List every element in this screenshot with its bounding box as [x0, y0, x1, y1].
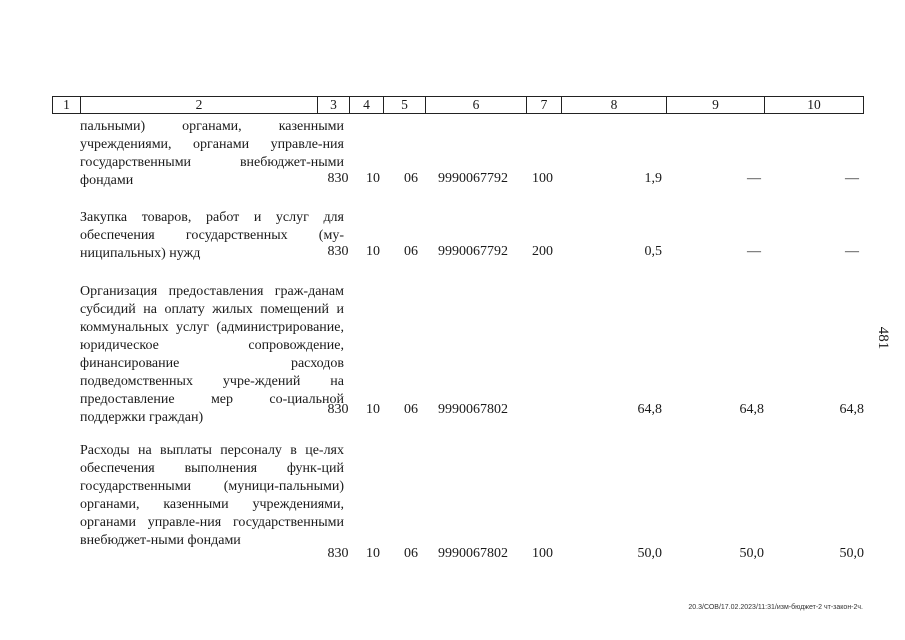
header-col-7: 7: [526, 97, 561, 113]
cell-col-10: 64,8: [839, 402, 864, 417]
cell-col-4: 10: [366, 171, 380, 186]
cell-col-9: —: [747, 171, 761, 186]
cell-col-8: 0,5: [644, 244, 662, 259]
header-col-3: 3: [317, 97, 349, 113]
cell-col-3: 830: [327, 402, 349, 417]
header-col-2: 2: [80, 97, 317, 113]
cell-col-8: 50,0: [637, 546, 662, 561]
row-description: пальными) органами, казенными учреждениями, органами управле-ния государственными внебюджет-ными фондами: [80, 119, 344, 188]
cell-col-4: 10: [366, 402, 380, 417]
cell-col-10: —: [845, 171, 859, 186]
row-description: Расходы на выплаты персоналу в це-лях обеспечения выполнения функ-ций государственными (муници-пальными) органами, казенными учреждениями, органами управле-ния государственными внебюджет-ными фондами: [80, 443, 344, 548]
cell-col-7: 100: [532, 171, 553, 186]
cell-col-4: 10: [366, 244, 380, 259]
cell-col-6: 9990067802: [438, 402, 508, 417]
header-col-10: 10: [764, 97, 863, 113]
cell-col-7: 200: [532, 244, 553, 259]
header-col-9: 9: [666, 97, 764, 113]
document-footer: 20.3/СОВ/17.02.2023/11:31/изм-бюджет-2 чт-закон-2ч.: [688, 604, 863, 611]
table-row: [52, 118, 864, 190]
cell-col-5: 06: [404, 546, 418, 561]
header-col-8: 8: [561, 97, 666, 113]
cell-col-9: —: [747, 244, 761, 259]
cell-col-8: 64,8: [637, 402, 662, 417]
row-description: Организация предоставления граж-данам субсидий на оплату жилых помещений и коммунальных услуг (администрирование, юридическое сопровождение, финансирование расходов подведомственных учре-ждений на предоставление мер со-циальной поддержки граждан): [80, 284, 344, 425]
cell-col-3: 830: [327, 244, 349, 259]
cell-col-10: 50,0: [839, 546, 864, 561]
table-row: [52, 442, 864, 572]
header-col-6: 6: [425, 97, 526, 113]
cell-col-10: —: [845, 244, 859, 259]
header-col-4: 4: [349, 97, 383, 113]
cell-col-5: 06: [404, 244, 418, 259]
cell-col-5: 06: [404, 171, 418, 186]
page-number: 481: [875, 326, 891, 350]
table-row: [52, 283, 864, 423]
table-header: [52, 96, 864, 114]
cell-col-8: 1,9: [644, 171, 662, 186]
header-col-1: 1: [63, 97, 70, 112]
cell-col-6: 9990067792: [438, 244, 508, 259]
cell-col-3: 830: [327, 546, 349, 561]
cell-col-9: 50,0: [739, 546, 764, 561]
cell-col-6: 9990067792: [438, 171, 508, 186]
cell-col-3: 830: [327, 171, 349, 186]
cell-col-9: 64,8: [739, 402, 764, 417]
row-description: Закупка товаров, работ и услуг для обеспечения государственных (му-ниципальных) нужд: [80, 210, 344, 261]
cell-col-4: 10: [366, 546, 380, 561]
header-col-5: 5: [383, 97, 425, 113]
cell-col-5: 06: [404, 402, 418, 417]
cell-col-6: 9990067802: [438, 546, 508, 561]
cell-col-7: 100: [532, 546, 553, 561]
table-row: [52, 209, 864, 265]
